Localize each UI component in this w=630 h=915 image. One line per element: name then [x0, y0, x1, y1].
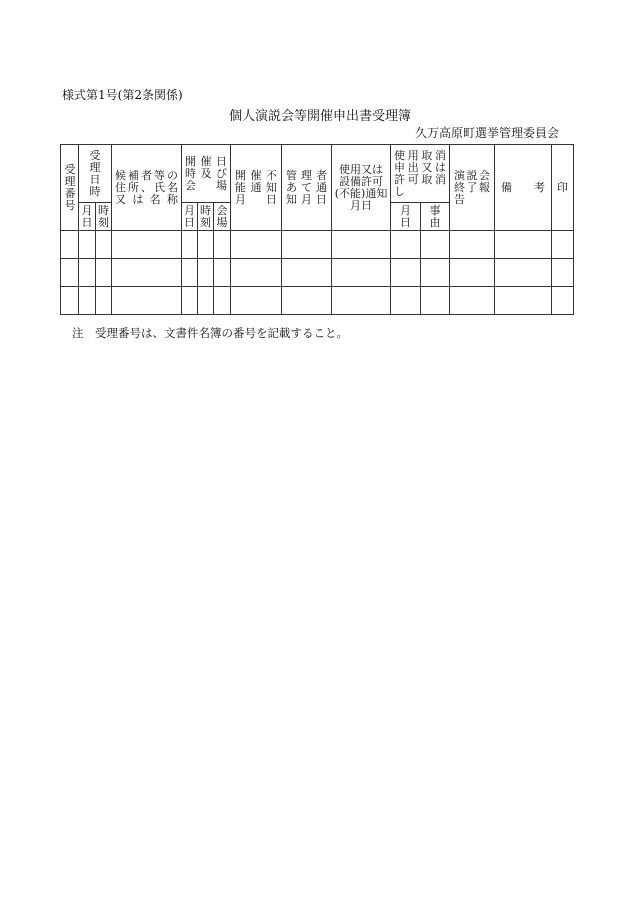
table-cell [552, 259, 574, 287]
table-cell [450, 231, 495, 259]
sub-receipt-time: 時刻 [96, 203, 112, 231]
table-cell [391, 287, 421, 315]
table-cell [421, 231, 450, 259]
header-cancel: 使用取消申出又は許可取消し [391, 145, 450, 203]
sub-cancel-reason: 事由 [421, 203, 450, 231]
sub-meeting-time: 時刻 [198, 203, 214, 231]
header-notice-unable: 開催不能通知月日 [231, 145, 282, 231]
table-cell [231, 287, 282, 315]
table-cell [61, 287, 79, 315]
table-cell [495, 231, 552, 259]
table-cell [231, 259, 282, 287]
table-cell [282, 287, 332, 315]
table-row [61, 231, 574, 259]
table-cell [332, 287, 391, 315]
table-row [61, 259, 574, 287]
table-cell [214, 231, 231, 259]
header-receipt-no: 受理番号 [61, 145, 79, 231]
table-row [61, 287, 574, 315]
table-cell [282, 259, 332, 287]
table-cell [61, 231, 79, 259]
table-cell [552, 287, 574, 315]
sub-receipt-month-day: 月日 [79, 203, 96, 231]
sub-meeting-month-day: 月日 [182, 203, 198, 231]
table-cell [552, 231, 574, 259]
committee-name: 久万高原町選挙管理委員会 [414, 126, 559, 140]
sub-meeting-venue: 会場 [214, 203, 231, 231]
table-cell [450, 259, 495, 287]
header-facility-permit: 使用又は設備許可(不能)通知月日 [332, 145, 391, 231]
header-remarks: 備考 [495, 145, 552, 231]
table-cell [495, 259, 552, 287]
sub-cancel-month-day: 月日 [391, 203, 421, 231]
table-cell [79, 287, 96, 315]
table-cell [282, 231, 332, 259]
table-cell [214, 259, 231, 287]
table-cell [182, 259, 198, 287]
table-cell [198, 287, 214, 315]
table-cell [450, 287, 495, 315]
header-receipt-datetime: 受理日時 [79, 145, 112, 203]
table-cell [61, 259, 79, 287]
register-table [60, 144, 574, 315]
header-manager-notice: 管理者あて通知月日 [282, 145, 332, 231]
header-meeting-end: 演説会終了報告 [450, 145, 495, 231]
table-cell [79, 259, 96, 287]
table-cell [421, 287, 450, 315]
table-cell [198, 259, 214, 287]
footnote: 注 受理番号は、文書件名簿の番号を記載すること。 [72, 326, 348, 340]
table-cell [391, 231, 421, 259]
table-cell [96, 259, 112, 287]
table-cell [214, 287, 231, 315]
table-cell [96, 231, 112, 259]
table-cell [391, 259, 421, 287]
table-cell [112, 231, 182, 259]
form-number: 様式第1号(第2条関係) [62, 88, 183, 102]
document-title: 個人演説会等開催申出書受理簿 [228, 109, 411, 124]
table-cell [198, 231, 214, 259]
table-cell [421, 259, 450, 287]
header-candidate: 候補者等の住所、氏名又は名称 [112, 145, 182, 231]
table-cell [112, 259, 182, 287]
table-cell [182, 287, 198, 315]
table-cell [182, 231, 198, 259]
table-cell [79, 231, 96, 259]
table-cell [332, 259, 391, 287]
table-cell [332, 231, 391, 259]
table-cell [495, 287, 552, 315]
table-cell [231, 231, 282, 259]
header-meeting-datetime-place: 開催日時及び会場 [182, 145, 231, 203]
header-seal: 印 [552, 145, 574, 231]
table-cell [112, 287, 182, 315]
table-cell [96, 287, 112, 315]
